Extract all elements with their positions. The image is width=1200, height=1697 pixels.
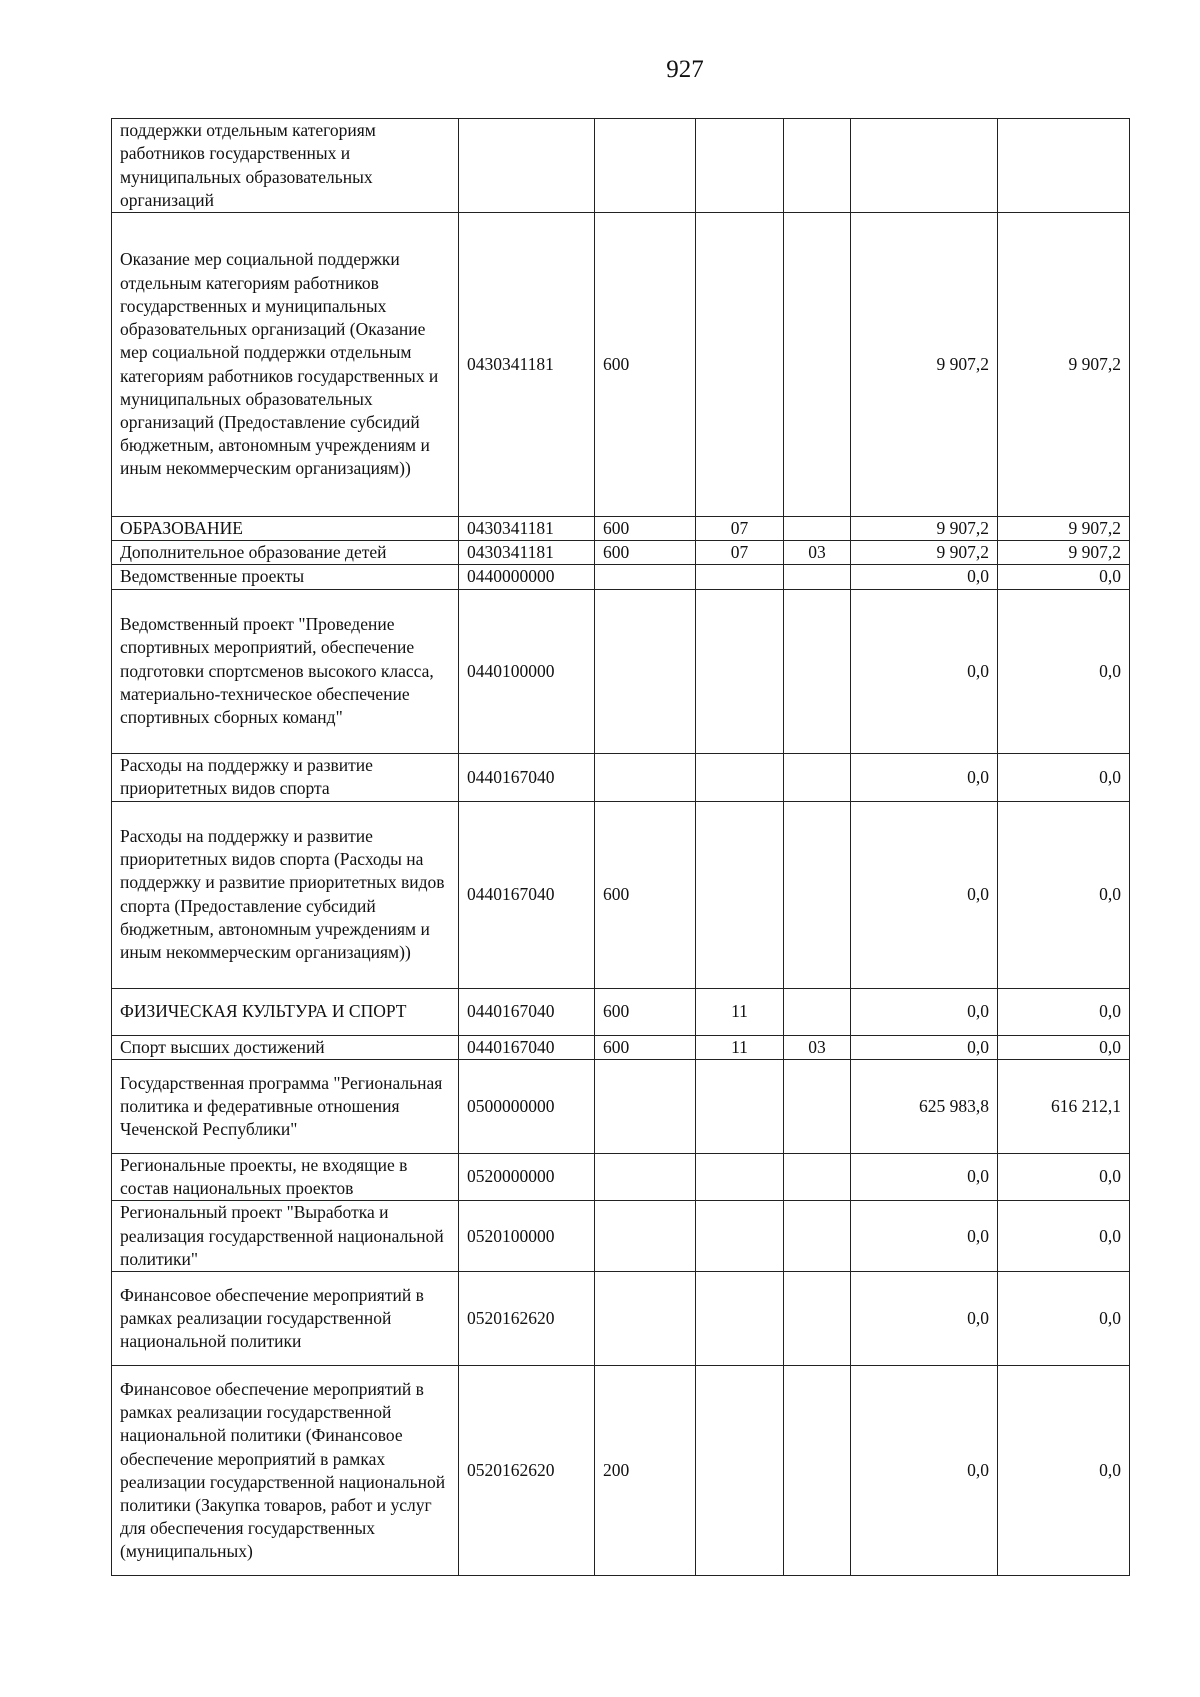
table-row (112, 1059, 1130, 1153)
row-subsection (784, 119, 851, 213)
row-name: Финансовое обеспечение мероприятий в рамках реализации государственной национальной политики (112, 1272, 459, 1366)
row-target-code: 0520000000 (459, 1153, 595, 1200)
row-subsection (784, 1366, 851, 1576)
row-expense-type (595, 1201, 696, 1272)
row-amount-1: 9 907,2 (851, 541, 998, 565)
row-subsection (784, 1201, 851, 1272)
table-row (112, 119, 1130, 213)
row-section (696, 213, 784, 517)
row-amount-2: 0,0 (998, 753, 1130, 801)
row-expense-type: 600 (595, 1035, 696, 1059)
row-expense-type (595, 1059, 696, 1153)
row-amount-1: 0,0 (851, 1272, 998, 1366)
row-subsection: 03 (784, 1035, 851, 1059)
row-expense-type: 600 (595, 213, 696, 517)
row-amount-2: 0,0 (998, 1272, 1130, 1366)
row-name: Расходы на поддержку и развитие приоритетных видов спорта (112, 753, 459, 801)
row-name: Государственная программа "Региональная политика и федеративные отношения Чеченской Республики" (112, 1059, 459, 1153)
row-amount-2: 616 212,1 (998, 1059, 1130, 1153)
row-section (696, 565, 784, 589)
row-section: 11 (696, 1035, 784, 1059)
row-section (696, 753, 784, 801)
page-number: 927 (666, 56, 704, 83)
row-amount-1: 0,0 (851, 1201, 998, 1272)
row-section: 07 (696, 541, 784, 565)
row-target-code: 0430341181 (459, 517, 595, 541)
row-name: поддержки отдельным категориям работников государственных и муниципальных образовательных организаций (112, 119, 459, 213)
row-subsection: 03 (784, 541, 851, 565)
row-section (696, 1153, 784, 1200)
row-expense-type (595, 565, 696, 589)
table-row (112, 1153, 1130, 1200)
budget-table (111, 118, 1130, 1576)
row-target-code: 0430341181 (459, 541, 595, 565)
row-target-code: 0440167040 (459, 753, 595, 801)
row-subsection (784, 988, 851, 1035)
row-amount-2: 0,0 (998, 1366, 1130, 1576)
table-row (112, 1035, 1130, 1059)
row-subsection (784, 517, 851, 541)
row-expense-type (595, 119, 696, 213)
row-amount-1: 0,0 (851, 801, 998, 988)
row-name: Финансовое обеспечение мероприятий в рамках реализации государственной национальной политики (Финансовое обеспечение мероприятий в рамках реализации государственной национальной политики (Закупка товаров, работ и услуг для обеспечения государственных (муниципальных) (112, 1366, 459, 1576)
row-amount-2: 0,0 (998, 1153, 1130, 1200)
row-target-code: 0430341181 (459, 213, 595, 517)
row-name: Ведомственный проект "Проведение спортивных мероприятий, обеспечение подготовки спортсменов высокого класса, материально-техническое обеспечение спортивных сборных команд" (112, 589, 459, 753)
row-amount-2: 0,0 (998, 988, 1130, 1035)
row-subsection (784, 1272, 851, 1366)
row-name: Расходы на поддержку и развитие приоритетных видов спорта (Расходы на поддержку и развитие приоритетных видов спорта (Предоставление субсидий бюджетным, автономным учреждениям и иным некоммерческим организациям)) (112, 801, 459, 988)
row-expense-type: 600 (595, 517, 696, 541)
row-amount-1: 0,0 (851, 565, 998, 589)
row-amount-1: 0,0 (851, 589, 998, 753)
row-amount-2: 9 907,2 (998, 541, 1130, 565)
row-target-code: 0520162620 (459, 1272, 595, 1366)
row-section (696, 1272, 784, 1366)
row-amount-2: 0,0 (998, 589, 1130, 753)
row-subsection (784, 753, 851, 801)
row-name: Ведомственные проекты (112, 565, 459, 589)
table-row (112, 753, 1130, 801)
row-expense-type (595, 589, 696, 753)
row-expense-type: 600 (595, 988, 696, 1035)
table-row (112, 541, 1130, 565)
row-expense-type: 600 (595, 541, 696, 565)
table-row (112, 1366, 1130, 1576)
row-expense-type (595, 1153, 696, 1200)
row-amount-1: 0,0 (851, 1366, 998, 1576)
table-row (112, 517, 1130, 541)
table-row (112, 1201, 1130, 1272)
row-subsection (784, 1153, 851, 1200)
row-name: ОБРАЗОВАНИЕ (112, 517, 459, 541)
row-name: Спорт высших достижений (112, 1035, 459, 1059)
row-target-code: 0440167040 (459, 801, 595, 988)
row-name: Дополнительное образование детей (112, 541, 459, 565)
table-row (112, 213, 1130, 517)
table-row (112, 565, 1130, 589)
row-target-code: 0500000000 (459, 1059, 595, 1153)
row-section (696, 119, 784, 213)
table-row (112, 589, 1130, 753)
row-target-code: 0520100000 (459, 1201, 595, 1272)
row-amount-1 (851, 119, 998, 213)
row-section: 07 (696, 517, 784, 541)
table-row (112, 801, 1130, 988)
row-amount-2: 0,0 (998, 565, 1130, 589)
row-name: Региональный проект "Выработка и реализация государственной национальной политики" (112, 1201, 459, 1272)
row-expense-type: 200 (595, 1366, 696, 1576)
row-section: 11 (696, 988, 784, 1035)
row-expense-type (595, 1272, 696, 1366)
row-expense-type (595, 753, 696, 801)
table-row (112, 1272, 1130, 1366)
row-section (696, 1201, 784, 1272)
table-row (112, 988, 1130, 1035)
row-amount-2 (998, 119, 1130, 213)
row-name: Региональные проекты, не входящие в состав национальных проектов (112, 1153, 459, 1200)
row-amount-1: 0,0 (851, 1035, 998, 1059)
row-amount-1: 9 907,2 (851, 213, 998, 517)
row-target-code (459, 119, 595, 213)
row-amount-2: 0,0 (998, 1035, 1130, 1059)
row-subsection (784, 589, 851, 753)
row-amount-1: 0,0 (851, 753, 998, 801)
row-amount-2: 9 907,2 (998, 517, 1130, 541)
row-amount-2: 9 907,2 (998, 213, 1130, 517)
row-target-code: 0440000000 (459, 565, 595, 589)
row-amount-1: 9 907,2 (851, 517, 998, 541)
row-target-code: 0440167040 (459, 1035, 595, 1059)
row-section (696, 589, 784, 753)
row-section (696, 1059, 784, 1153)
table-body (112, 119, 1130, 1576)
row-amount-1: 0,0 (851, 1153, 998, 1200)
row-target-code: 0440167040 (459, 988, 595, 1035)
row-name: Оказание мер социальной поддержки отдельным категориям работников государственных и муниципальных образовательных организаций (Оказание мер социальной поддержки отдельным категориям работников государственных и муниципальных образовательных организаций (Предоставление субсидий бюджетным, автономным учреждениям и иным некоммерческим организациям)) (112, 213, 459, 517)
row-name: ФИЗИЧЕСКАЯ КУЛЬТУРА И СПОРТ (112, 988, 459, 1035)
row-subsection (784, 213, 851, 517)
row-expense-type: 600 (595, 801, 696, 988)
row-section (696, 1366, 784, 1576)
row-target-code: 0440100000 (459, 589, 595, 753)
row-target-code: 0520162620 (459, 1366, 595, 1576)
row-subsection (784, 565, 851, 589)
row-amount-1: 625 983,8 (851, 1059, 998, 1153)
row-subsection (784, 801, 851, 988)
row-amount-2: 0,0 (998, 801, 1130, 988)
row-subsection (784, 1059, 851, 1153)
row-section (696, 801, 784, 988)
row-amount-1: 0,0 (851, 988, 998, 1035)
row-amount-2: 0,0 (998, 1201, 1130, 1272)
